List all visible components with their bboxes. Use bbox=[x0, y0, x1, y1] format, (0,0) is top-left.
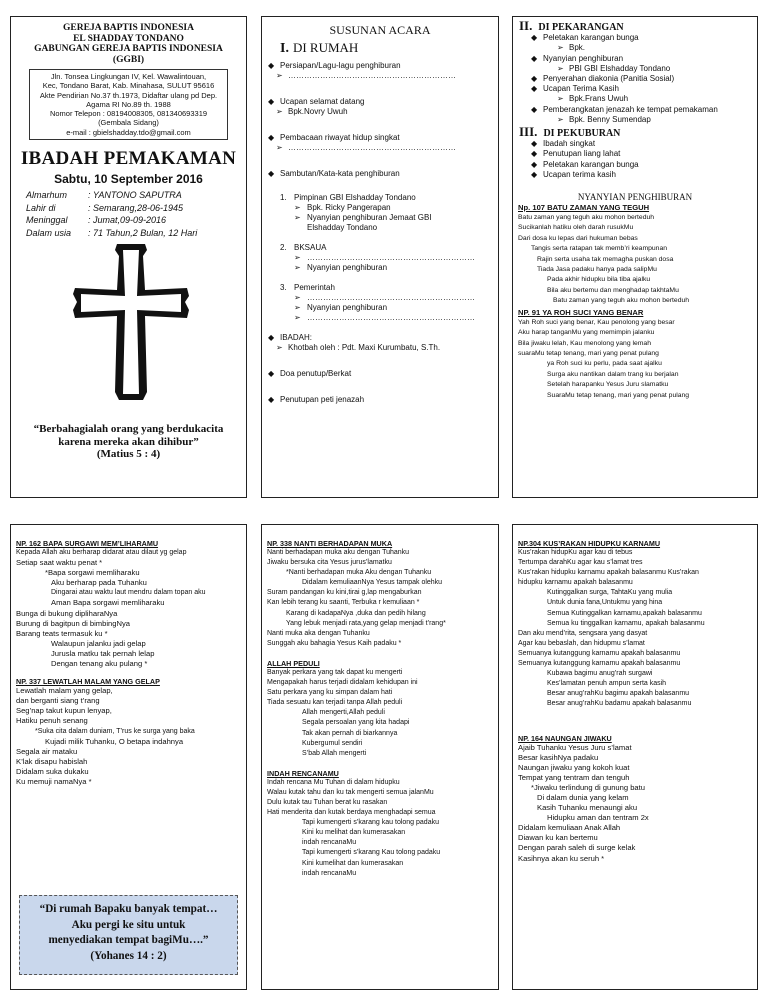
info-row: Almarhum : YANTONO SAPUTRA bbox=[26, 190, 182, 201]
hymns-panel-2: NP. 338 NANTI BERHADAPAN MUKA Nanti berhadapan muka aku dengan Tuhanku Jiwaku bersuka cita Yesus jurus’lamatku *Nanti berhadapan muka Aku dengan Tuhanku Didalam kemuliaanNya Yesus tampak olehku Suram pandangan ku kini,tirai g,lap mengaburkan Kan lebih terang ku saanti, Terbuka r kemuliaan * Karang di kadapaNya ,duka dan pedih hilang Yang lebuk menjadi rata,yang gelap menjadi t’rang* Nanti muka aka dengan Tuhanku Sunggah aku bahagia Yesus Kaih padaku * ALLAH PEDULI Banyak perkara yang tak dapat ku mengerti Mengapakah harus terjadi didalam kehidupan ini Satu perkara yang ku simpan dalam hati Tiada sesuatu kan terjadi tanpa Allah peduli Allah mengerti,Allah peduli Segala persoalan yang kita hadapi Tak akan pernah di biarkannya Kubergumul sendiri S’bab Allah mengerti INDAH RENCANAMU Indah rencana Mu Tuhan di dalam hidupku Walau kutak tahu dan ku tak mengerti semua jalanMu Dulu kutak tau Tuhan berat ku rasakan Hati menderita dan kutak berdaya menghadapi semua Tapi kumengerti s’karang kau tolong padaku Kini ku melihat dan kumerasakan indah rencanaMu Tapi kumengerti s’karang Kau tolong padaku Kini kumelihat dan kumerasakan indah rencanaMu bbox=[261, 524, 499, 990]
agenda-title: SUSUNAN ACARA bbox=[329, 23, 431, 37]
hymn-heading: NYANYIAN PENGHIBURAN bbox=[577, 192, 693, 203]
section-heading: I. DI RUMAH bbox=[280, 40, 359, 56]
hymn-title: NP. 91 YA ROH SUCI YANG BENAR bbox=[518, 307, 644, 317]
hymn-title: INDAH RENCANAMU bbox=[267, 768, 339, 778]
hymn-title: Np. 107 BATU ZAMAN YANG TEGUH bbox=[518, 203, 650, 213]
bible-quote: “Di rumah Bapaku banyak tempat… Aku pergi ke situ untuk menyediakan tempat bagiMu….” (Yohanes 14 : 2) bbox=[19, 895, 238, 975]
info-row: Meninggal : Jumat,09-09-2016 bbox=[26, 215, 167, 226]
hymn-title: NP. 338 NANTI BERHADAPAN MUKA bbox=[267, 539, 393, 548]
page-title: IBADAH PEMAKAMAN bbox=[20, 148, 237, 170]
hymns-panel-3: NP.304 KUS’RAKAN HIDUPKU KARNAMU Kus’rakan hidupKu agar kau di tebus Tertumpa darahKu agar kau s’lamat tres Kus’rakan hidupku karnamu apakah balasanmu Kus’rakan hidupku karnamu apakah balasanmu Kutinggalkan surga, TahtaKu yang mulia Untuk dunia fana,Untukmu yang hina Semua Kutinggalkan karnamu,apakah balasanmu Semua ku tinggalkan karnamu, apakah balasanmu Dan aku mend’rita, sengsara yang dasyat Agar kau bebaslah, dan hidupmu s’lamat Semuanya kutanggung karnamu apakah balasanmu Semuanya kutanggung karnamu apakah balasanmu Kubawa bagimu anug’rah surgawi Kes’lamatan penuh ampun serta kasih Besar anug’rahKu bagimu apakah balasanmu Besar anug’rahKu badamu apakah balasanmu NP. 164 NAUNGAN JIWAKU Ajaib Tuhanku Yesus Juru s’lamat Besar kasihNya padaku Naungan jiwaku yang kokoh kuat Tempat yang tentram dan tenguh *Jiwaku terlindung di gunung batu Di dalam dunia yang kelam Kasih Tuhanku menaungi aku Hidupku aman dan tentram 2x Didalam kemuliaan Anak Allah Diawan ku kan bertemu Dengan parah saleh di surge kelak Kasihnya akan ku seruh * bbox=[512, 524, 758, 990]
hymn-title: NP. 162 BAPA SURGAWI MEM’LIHARAMU bbox=[16, 539, 159, 548]
info-row: Dalam usia : 71 Tahun,2 Bulan, 12 Hari bbox=[26, 227, 198, 238]
info-row: Lahir di : Semarang,28-06-1945 bbox=[26, 202, 184, 213]
hymn-title: ALLAH PEDULI bbox=[267, 658, 320, 668]
church-header: GEREJA BAPTIS INDONESIA EL SHADDAY TONDANO GABUNGAN GEREJA BAPTIS INDONESIA (GGBI) bbox=[34, 23, 223, 65]
section-heading: II. DI PEKARANGAN bbox=[519, 18, 624, 33]
agenda-list: ◆ Persiapan/Lagu-lagu penghiburan ➢ ……………………………………………………… ◆ Ucapan selamat datang ➢ Bpk.Novry Uwuh ◆ Pembacaan riwayat hidup singkat ➢ ……………………………………………………… ◆ Sambutan/Kata-kata penghiburan 1. Pimpinan GBI Elshadday Tondano ➢ Bpk. Ricky Pangerapan ➢ Nyanyian penghiburan Jemaat GBI Elshadday Tondano 2. BKSAUA ➢ ……………………………………………………… ➢ Nyanyian penghiburan 3. Pemerintah ➢ ……………………………………………………… ➢ Nyanyian penghiburan ➢ ……………………………………………………… ◆ IBADAH: ➢ Khotbah oleh : Pdt. Maxi Kurumbatu, S.Th. ◆ Doa penutup/Berkat ◆ Penutupan peti jenazah bbox=[262, 61, 498, 405]
hymn-title: NP.304 KUS’RAKAN HIDUPKU KARNAMU bbox=[518, 539, 661, 548]
section-heading: III. DI PEKUBURAN bbox=[519, 124, 621, 140]
address-box: Jln. Tonsea Lingkungan IV, Kel. Wawalintouan, Kec, Tondano Barat, Kab. Minahasa, SULUT 95616 Akte Pendirian No.37 th.1973, Didaftar ulang pd Dep. Agama RI No.89 th. 1988 Nomor Telepon : 08194008305, 081340693319 (Gembala Sidang) e-mail : gbielshadday.tdo@gmail.com bbox=[29, 69, 228, 140]
hymn-title: NP. 337 LEWATLAH MALAM YANG GELAP bbox=[16, 677, 160, 687]
hymn-title: NP. 164 NAUNGAN JIWAKU bbox=[518, 733, 612, 743]
hymns-panel-1: NP. 162 BAPA SURGAWI MEM’LIHARAMU Kepada Allah aku berharap didarat atau dilaut yg gelap Setiap saat waktu penat * *Bapa sorgawi memliharaku Aku berharap pada Tuhanku Dingarai atau waktu laut mendru dalam topan aku Aman Bapa sorgawi memliharaku Bunga di bukung dipliharaNya Burung di bagitpun di bimbingNya Barang teats termasuk ku * Walaupun jalanku jadi gelap Jurusla matku tak pernah lelap Dengan tenang aku pulang * NP. 337 LEWATLAH MALAM YANG GELAP Lewatlah malam yang gelap, dan berganti siang t’rang Seg’nap takut kupun lenyap, Hatiku penuh senang *Suka cita dalam duniam, T’rus ke surga yang baka Kujadi milik Tuhanku, O betapa indahnya Segala air mataku K’lak disapu habislah Didalam suka dukaku Ku memuji namaNya * “Di rumah Bapaku banyak tempat… Aku pergi ke situ untuk menyediakan tempat bagiMu….” (Yohanes 14 : 2) bbox=[10, 524, 247, 990]
cross-icon bbox=[71, 242, 191, 402]
agenda-continued-panel: II. DI PEKARANGAN ◆ Peletakan karangan bunga ➢ Bpk. ◆ Nyanyian penghiburan ➢ PBI GBI Elshadday Tondano ◆ Penyerahan diakonia (Panitia Sosial) ◆ Ucapan Terima Kasih ➢ Bpk.Frans Uwuh ◆ Pemberangkatan jenazah ke tempat pemakaman ➢ Bpk. Benny Sumendap III. DI PEKUBURAN ◆ Ibadah singkat ◆ Penutupan liang lahat ◆ Peletakan karangan bunga ◆ Ucapan terima kasih NYANYIAN PENGHIBURAN Np. 107 BATU ZAMAN YANG TEGUH Batu zaman yang teguh aku mohon berteduh Sucikanlah hatiku oleh darah rusukMu Dari dosa ku lepas dari hukuman bebas Tangis serta ratapan tak memb’ri keampunan Rajin serta usaha tak memagha puskan dosa Tiada Jasa padaku hanya pada salipMu Pada akhir hidupku bila tiba ajalku Bila aku bertemu dan menghadap takhtaMu Batu zaman yang teguh aku mohon berteduh NP. 91 YA ROH SUCI YANG BENAR Yah Roh suci yang benar, Kau penolong yang besar Aku harap tanganMu yang memimpin jalanku Bila jiwaku lelah, Kau menolong yang lemah suaraMu tetap tenang, mari yang penat pulang ya Roh suci ku perlu, pada saat ajalku Surga aku nantikan dalam trang ku berjalan Setelah harapanku Yesus Juru slamatku SuaraMu tetap tenang, mari yang penat pulang bbox=[512, 16, 758, 498]
deceased-info bbox=[26, 189, 246, 239]
service-date: Sabtu, 10 September 2016 bbox=[54, 172, 203, 187]
cover-panel bbox=[10, 16, 247, 498]
agenda-panel bbox=[261, 16, 499, 498]
bible-quote: “Berbahagialah orang yang berdukacita karena mereka akan dihibur” (Matius 5 : 4) bbox=[33, 423, 224, 460]
